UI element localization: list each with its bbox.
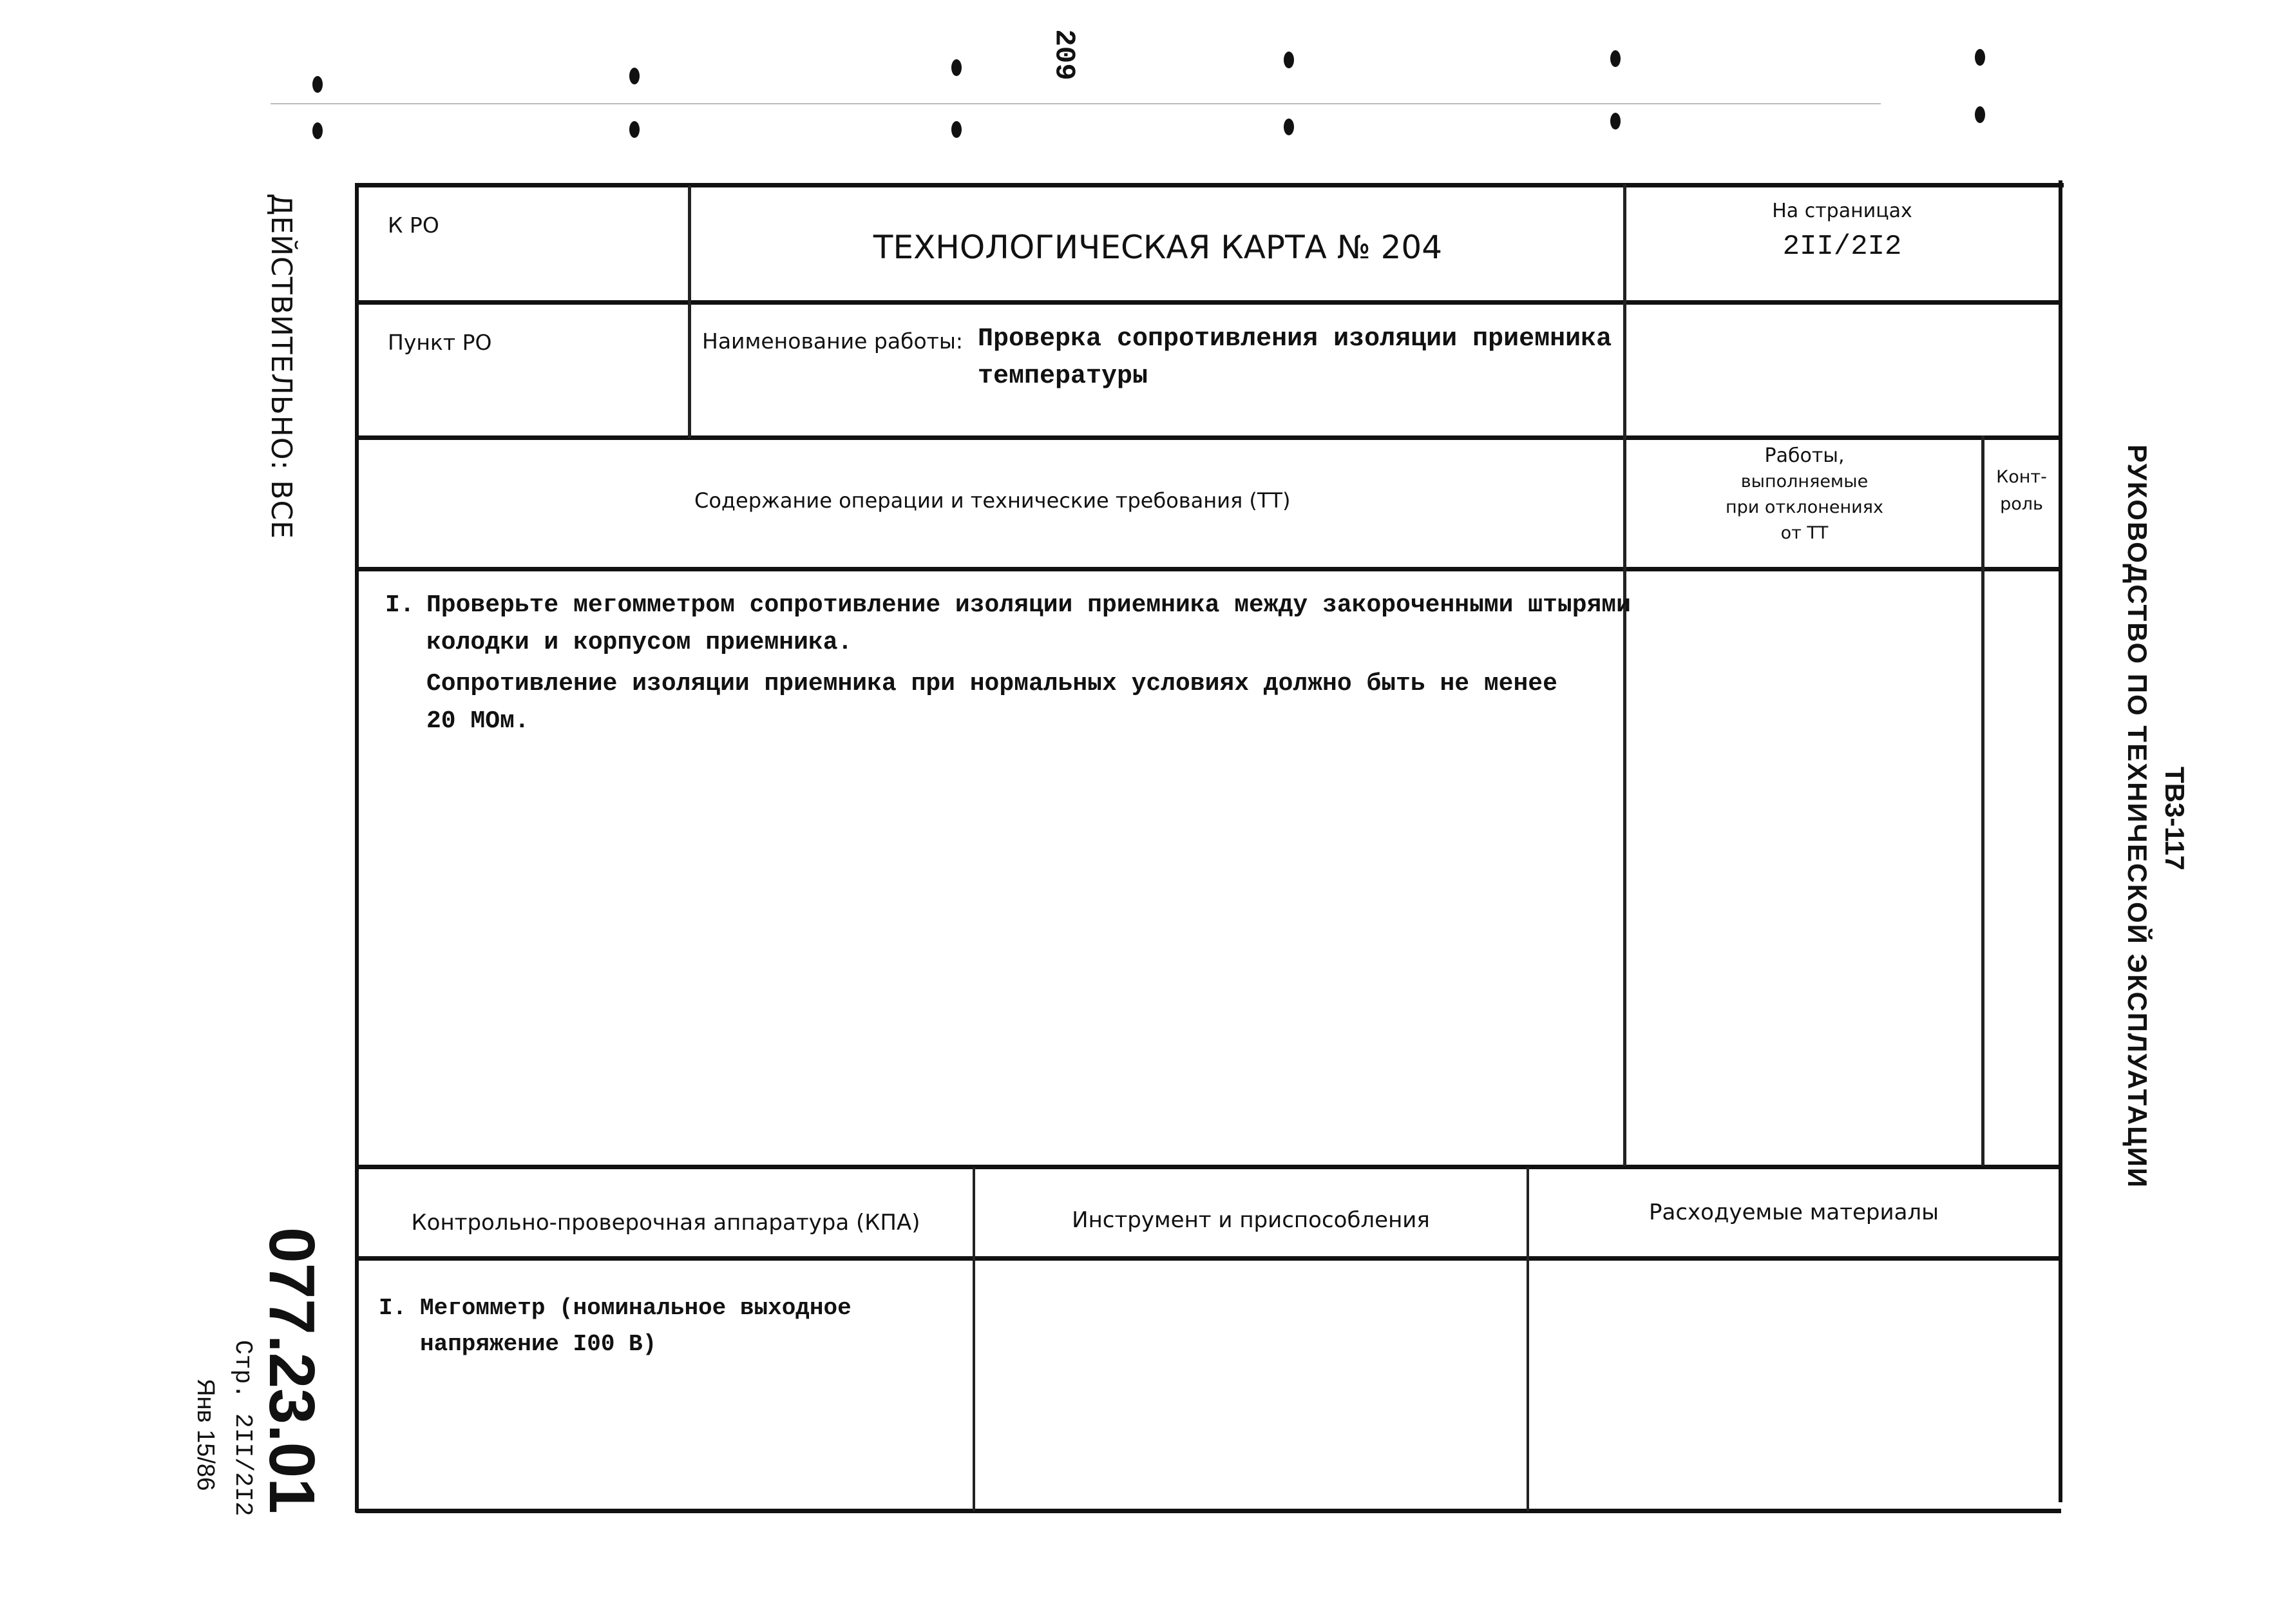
row-divider [356,1165,2061,1169]
deviation-header-line: от ТТ [1780,523,1829,543]
page-reference: Стр. 2II/2I2 [229,1340,256,1516]
punch-hole [1610,113,1621,129]
control-column-header [1984,464,2059,518]
content-column-header: Содержание операции и технические требования (ТТ) [694,488,1291,513]
work-name-line1: Проверка сопротивления изоляции приемника [978,325,1612,354]
operation-number: I. [385,591,415,619]
validity-label: ДЕЙСТВИТЕЛЬНО: ВСЕ [265,193,298,539]
work-name-line2: температуры [978,362,1148,391]
column-divider [1623,184,1626,1166]
kpa-column-header: Контрольно-проверочная аппаратура (КПА) [411,1210,920,1236]
card-title: ТЕХНОЛОГИЧЕСКАЯ КАРТА № 204 [873,229,1443,266]
row-divider [356,435,2061,440]
border [2059,180,2062,1502]
control-header-line: Конт- [1996,467,2047,487]
punch-hole [1284,119,1294,135]
fold-line [271,103,1881,104]
punch-hole [629,68,640,84]
manual-title: РУКОВОДСТВО ПО ТЕХНИЧЕСКОЙ ЭКСПЛУАТАЦИИ [2122,444,2153,1189]
work-name-label: Наименование работы: [702,329,964,354]
kpa-item-text: напряжение I00 В) [420,1331,657,1357]
column-divider [688,186,691,438]
row-divider [356,567,2061,571]
border [356,183,2064,187]
deviation-header-line: при отклонениях [1726,497,1883,517]
pages-value: 2II/2I2 [1782,231,1902,263]
kpa-item-text: Мегомметр (номинальное выходное [420,1295,852,1321]
operation-text: Проверьте мегомметром сопротивление изоляции приемника между закороченными штырями [426,591,1631,619]
pages-label: На страницах [1772,200,1912,222]
punch-hole [1975,106,1985,123]
requirement-text: Сопротивление изоляции приемника при нормальных условиях должно быть не менее [426,670,1557,698]
border [356,1509,2061,1513]
aircraft-type: ТВ3-117 [2160,767,2190,871]
punkt-ro-label: Пункт РО [388,330,492,355]
border [355,183,359,1513]
punch-hole [1610,50,1621,67]
materials-column-header: Расходуемые материалы [1648,1199,1939,1225]
document-code: 077.23.01 [256,1227,328,1514]
punch-hole [312,122,323,139]
k-ro-label: К РО [388,213,439,238]
kpa-item-number: I. [379,1295,407,1321]
deviation-header-line: выполняемые [1740,472,1869,492]
requirement-text: 20 МОм. [426,707,529,735]
punch-hole [312,76,323,93]
deviation-header-line: Работы, [1764,444,1845,467]
row-divider [356,1256,2061,1261]
revision-date: Янв 15/86 [192,1379,219,1491]
row-divider [356,300,2061,305]
tools-column-header: Инструмент и приспособления [1072,1207,1430,1233]
operation-text: колодки и корпусом приемника. [426,629,853,656]
control-header-line: роль [2000,494,2043,514]
punch-hole [951,59,962,76]
punch-hole [951,121,962,138]
punch-hole [1284,52,1294,68]
punch-hole [1975,49,1985,66]
deviation-column-header [1626,443,1983,546]
punch-hole [629,121,640,138]
page-number-stamp: 209 [1047,29,1080,81]
